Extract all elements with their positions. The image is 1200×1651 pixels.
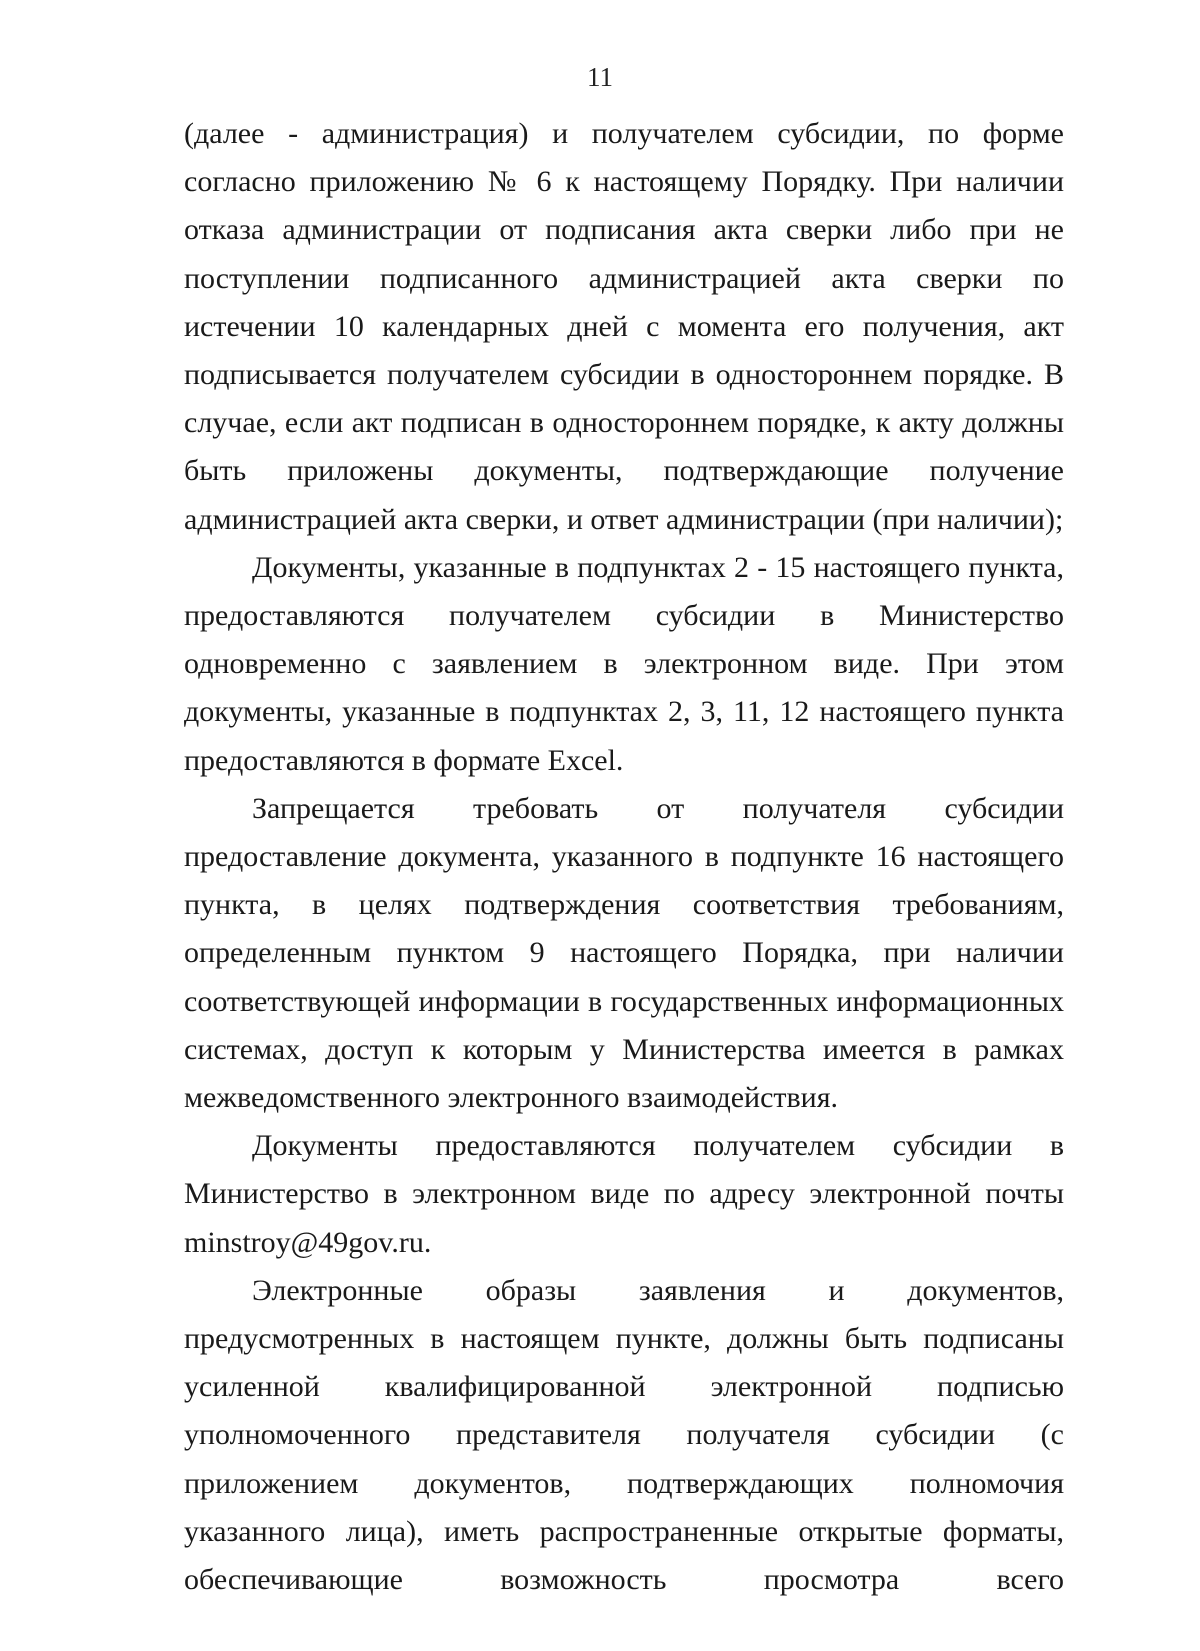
page-number: 11 bbox=[587, 62, 613, 92]
paragraph-electronic-signature: Электронные образы заявления и документов, предусмотренных в настоящем пункте, должны быть подписаны усиленной квалифицированной электронной подписью уполномоченного представителя получателя субсидии (с приложением документов, подтверждающих полномочия указанного лица), иметь распространенные открытые форматы, обеспечивающие возможность просмотра всего bbox=[184, 1273, 1064, 1597]
paragraph-documents-submission: Документы, указанные в подпунктах 2 - 15 настоящего пункта, предоставляются получателем субсидии в Министерство одновременно с заявлением в электронном виде. При этом документы, указанные в подпунктах 2, 3, 11, 12 настоящего пункта предоставляются в формате Excel. bbox=[184, 550, 1064, 777]
paragraph-email-address: Документы предоставляются получателем субсидии в Министерство в электронном виде по адресу электронной почты minstroy@49gov.ru. bbox=[184, 1129, 1064, 1259]
document-body bbox=[184, 110, 1064, 1604]
paragraph-prohibition: Запрещается требовать от получателя субсидии предоставление документа, указанного в подпункте 16 настоящего пункта, в целях подтверждения соответствия требованиям, определенным пунктом 9 настоящего Порядка, при наличии соответствующей информации в государственных информационных системах, доступ к которым у Министерства имеется в рамках межведомственного электронного взаимодействия. bbox=[184, 791, 1064, 1115]
paragraph-continuation: (далее - администрация) и получателем субсидии, по форме согласно приложению № 6 к настоящему Порядку. При наличии отказа администрации от подписания акта сверки либо при не поступлении подписанного администрацией акта сверки по истечении 10 календарных дней с момента его получения, акт подписывается получателем субсидии в одностороннем порядке. В случае, если акт подписан в одностороннем порядке, к акту должны быть приложены документы, подтверждающие получение администрацией акта сверки, и ответ администрации (при наличии); bbox=[184, 117, 1064, 536]
